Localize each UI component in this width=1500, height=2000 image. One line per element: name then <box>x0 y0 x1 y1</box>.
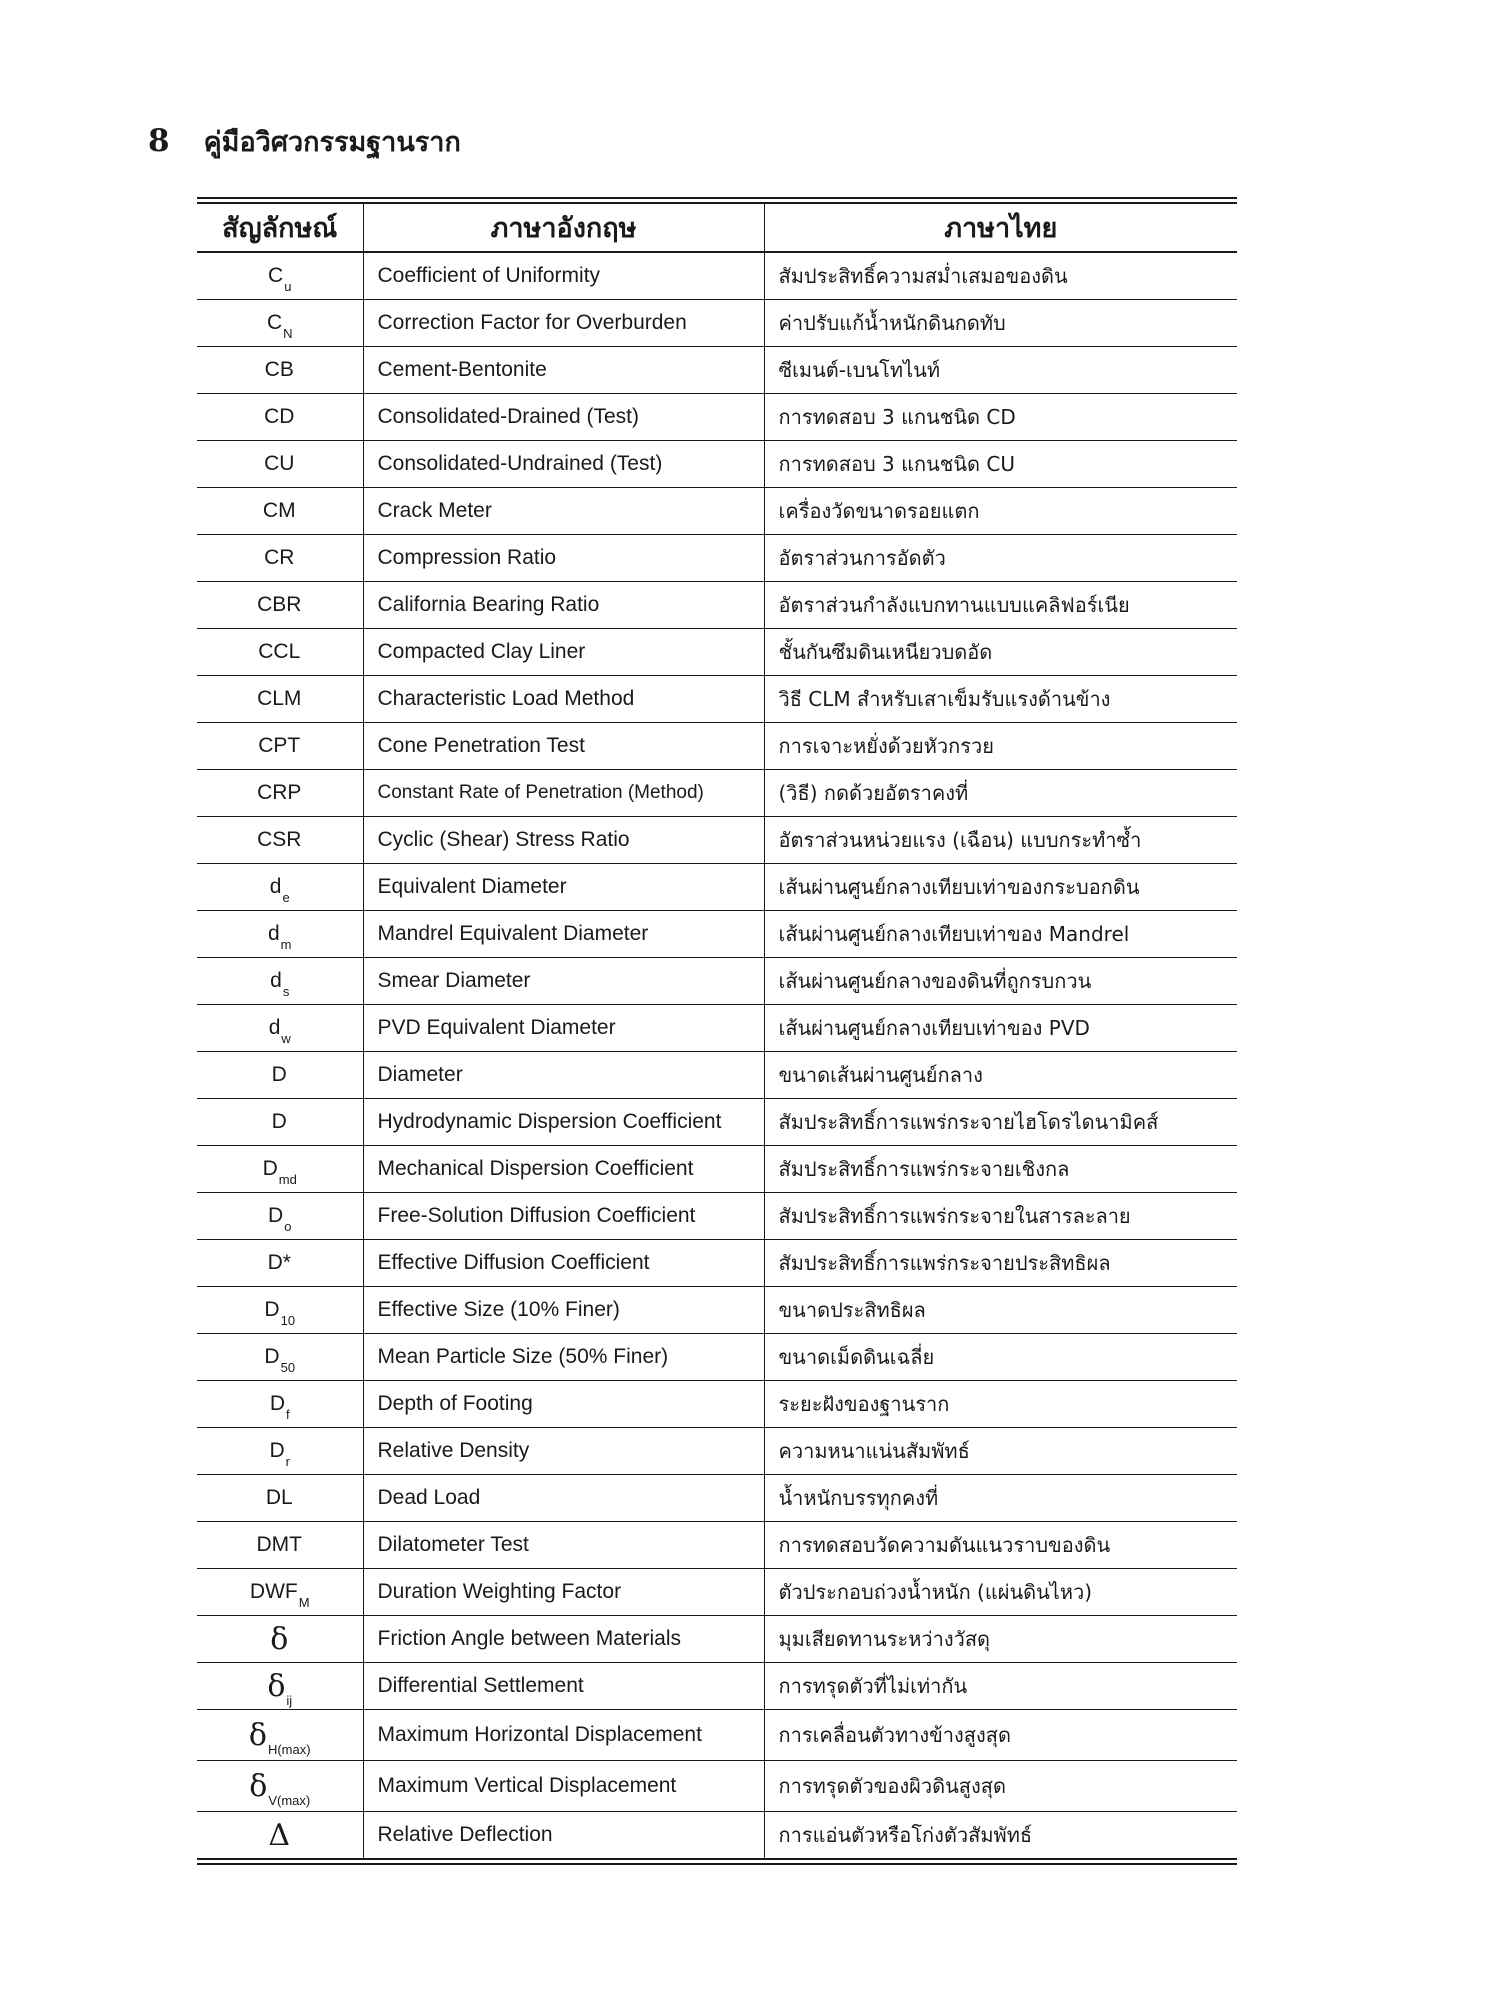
symbol-subscript: u <box>284 279 292 294</box>
english-term-cell: Cone Penetration Test <box>363 723 764 770</box>
thai-term-cell: น้ำหนักบรรทุกคงที่ <box>764 1475 1237 1522</box>
thai-term-cell: ขนาดเม็ดดินเฉลี่ย <box>764 1334 1237 1381</box>
english-term-cell: Hydrodynamic Dispersion Coefficient <box>363 1099 764 1146</box>
english-term-cell: Dilatometer Test <box>363 1522 764 1569</box>
table-row <box>197 1428 1237 1475</box>
symbol-cell <box>197 1569 363 1616</box>
english-term-cell: Effective Diffusion Coefficient <box>363 1240 764 1287</box>
thai-term-cell: การเคลื่อนตัวทางข้างสูงสุด <box>764 1710 1237 1761</box>
table-row <box>197 1616 1237 1663</box>
thai-term-cell: การเจาะหยั่งด้วยหัวกรวย <box>764 723 1237 770</box>
symbol-cell <box>197 252 363 300</box>
top-rule <box>197 197 1237 199</box>
symbol-text: CD <box>264 405 295 428</box>
english-term-cell: Cement-Bentonite <box>363 347 764 394</box>
bottom-rule <box>197 1858 1237 1860</box>
table-header-row <box>197 204 1237 252</box>
english-term-cell: Relative Density <box>363 1428 764 1475</box>
table-row <box>197 1710 1237 1761</box>
page-number: 8 <box>148 123 170 159</box>
thai-term-cell: ค่าปรับแก้น้ำหนักดินกดทับ <box>764 300 1237 347</box>
table-row <box>197 1522 1237 1569</box>
symbol-cell <box>197 1052 363 1099</box>
symbol-text: D <box>269 1439 285 1462</box>
table-row <box>197 1240 1237 1287</box>
symbol-cell <box>197 582 363 629</box>
symbol-text: CM <box>262 499 296 522</box>
page-header <box>148 120 461 163</box>
symbol-subscript: s <box>282 984 290 999</box>
english-term-cell: Effective Size (10% Finer) <box>363 1287 764 1334</box>
table-row <box>197 1287 1237 1334</box>
thai-term-cell: เส้นผ่านศูนย์กลางเทียบเท่าของ PVD <box>764 1005 1237 1052</box>
table-row <box>197 676 1237 723</box>
english-term-cell: Cyclic (Shear) Stress Ratio <box>363 817 764 864</box>
symbol-cell <box>197 1522 363 1569</box>
english-term-cell: Relative Deflection <box>363 1812 764 1859</box>
bottom-rule-double <box>197 1863 1237 1865</box>
english-term-cell: Correction Factor for Overburden <box>363 300 764 347</box>
symbol-text: δ <box>270 1621 289 1657</box>
symbol-text: δ <box>248 1717 267 1753</box>
table-row <box>197 1381 1237 1428</box>
symbol-text: d <box>268 1016 281 1039</box>
symbol-cell <box>197 1287 363 1334</box>
table-row <box>197 252 1237 300</box>
symbol-cell <box>197 1475 363 1522</box>
table-body <box>197 252 1237 1858</box>
english-term-cell: Crack Meter <box>363 488 764 535</box>
table-row <box>197 723 1237 770</box>
symbol-cell <box>197 1761 363 1812</box>
thai-term-cell: มุมเสียดทานระหว่างวัสดุ <box>764 1616 1237 1663</box>
thai-term-cell: ตัวประกอบถ่วงน้ำหนัก (แผ่นดินไหว) <box>764 1569 1237 1616</box>
thai-term-cell: สัมประสิทธิ์การแพร่กระจายไฮโดรไดนามิคส์ <box>764 1099 1237 1146</box>
symbol-text: CSR <box>257 828 302 851</box>
thai-term-cell: อัตราส่วนกำลังแบกทานแบบแคลิฟอร์เนีย <box>764 582 1237 629</box>
english-term-cell: Mandrel Equivalent Diameter <box>363 911 764 958</box>
english-term-cell: Characteristic Load Method <box>363 676 764 723</box>
table-row <box>197 958 1237 1005</box>
symbol-subscript: 50 <box>280 1360 296 1375</box>
thai-term-cell: ความหนาแน่นสัมพัทธ์ <box>764 1428 1237 1475</box>
symbol-text: DL <box>265 1486 293 1509</box>
symbol-subscript: md <box>278 1172 297 1187</box>
thai-term-cell: การทดสอบวัดความดันแนวราบของดิน <box>764 1522 1237 1569</box>
thai-term-cell: การทรุดตัวที่ไม่เท่ากัน <box>764 1663 1237 1710</box>
english-term-cell: Mechanical Dispersion Coefficient <box>363 1146 764 1193</box>
symbol-text: d <box>269 875 282 898</box>
table-row <box>197 347 1237 394</box>
symbol-cell <box>197 488 363 535</box>
thai-term-cell: สัมประสิทธิ์การแพร่กระจายประสิทธิผล <box>764 1240 1237 1287</box>
english-term-cell: Dead Load <box>363 1475 764 1522</box>
english-term-cell: Friction Angle between Materials <box>363 1616 764 1663</box>
table-row <box>197 629 1237 676</box>
symbol-cell <box>197 1099 363 1146</box>
symbol-subscript: e <box>282 890 290 905</box>
symbol-text: D* <box>267 1251 291 1274</box>
symbol-cell <box>197 958 363 1005</box>
symbol-subscript: H(max) <box>267 1741 311 1757</box>
symbol-text: D <box>271 1063 287 1086</box>
table-row <box>197 300 1237 347</box>
symbol-text: C <box>266 311 283 334</box>
thai-term-cell: การแอ่นตัวหรือโก่งตัวสัมพัทธ์ <box>764 1812 1237 1859</box>
thai-term-cell: วิธี CLM สำหรับเสาเข็มรับแรงด้านข้าง <box>764 676 1237 723</box>
symbol-cell <box>197 1710 363 1761</box>
english-term-cell: Diameter <box>363 1052 764 1099</box>
thai-term-cell: อัตราส่วนหน่วยแรง (เฉือน) แบบกระทำซ้ำ <box>764 817 1237 864</box>
table-row <box>197 1663 1237 1710</box>
english-term-cell: Equivalent Diameter <box>363 864 764 911</box>
symbol-text: C <box>268 264 284 287</box>
symbol-text: D <box>262 1157 278 1180</box>
thai-term-cell: ขนาดเส้นผ่านศูนย์กลาง <box>764 1052 1237 1099</box>
symbol-text: D <box>264 1345 280 1368</box>
thai-term-cell: การทรุดตัวของผิวดินสูงสุด <box>764 1761 1237 1812</box>
symbol-text: δ <box>249 1768 268 1804</box>
symbol-subscript: ij <box>286 1692 293 1708</box>
table-row <box>197 1475 1237 1522</box>
table-row <box>197 1005 1237 1052</box>
symbol-subscript: f <box>286 1407 290 1422</box>
table-row <box>197 864 1237 911</box>
symbol-cell <box>197 1663 363 1710</box>
symbol-cell <box>197 300 363 347</box>
symbol-cell <box>197 1428 363 1475</box>
table-row <box>197 770 1237 817</box>
thai-term-cell: เส้นผ่านศูนย์กลางเทียบเท่าของ Mandrel <box>764 911 1237 958</box>
symbol-text: d <box>270 969 282 992</box>
symbol-text: D <box>269 1392 286 1415</box>
thai-term-cell: สัมประสิทธิ์ความสม่ำเสมอของดิน <box>764 252 1237 300</box>
symbol-glossary-table <box>197 197 1237 1865</box>
symbol-text: D <box>271 1110 287 1133</box>
table-row <box>197 1193 1237 1240</box>
table-row <box>197 1812 1237 1859</box>
table-row <box>197 582 1237 629</box>
english-term-cell: Maximum Vertical Displacement <box>363 1761 764 1812</box>
english-term-cell: California Bearing Ratio <box>363 582 764 629</box>
table-row <box>197 535 1237 582</box>
symbol-text: D <box>268 1204 284 1227</box>
symbol-text: CBR <box>257 593 302 616</box>
symbol-subscript: 10 <box>280 1313 296 1328</box>
english-term-cell: Differential Settlement <box>363 1663 764 1710</box>
symbol-cell <box>197 1240 363 1287</box>
thai-term-cell: การทดสอบ 3 แกนชนิด CD <box>764 394 1237 441</box>
english-term-cell: Smear Diameter <box>363 958 764 1005</box>
symbol-cell <box>197 817 363 864</box>
symbol-cell <box>197 770 363 817</box>
english-term-cell: Consolidated-Undrained (Test) <box>363 441 764 488</box>
symbol-cell <box>197 1146 363 1193</box>
thai-term-cell: สัมประสิทธิ์การแพร่กระจายในสารละลาย <box>764 1193 1237 1240</box>
symbol-text: DMT <box>256 1533 302 1556</box>
symbol-subscript: o <box>284 1219 292 1234</box>
symbol-text: DWF <box>249 1580 298 1603</box>
symbol-cell <box>197 535 363 582</box>
symbol-text: CRP <box>257 781 302 804</box>
table-row <box>197 1052 1237 1099</box>
symbol-text: CB <box>264 358 294 381</box>
symbol-cell <box>197 347 363 394</box>
thai-term-cell: เส้นผ่านศูนย์กลางเทียบเท่าของกระบอกดิน <box>764 864 1237 911</box>
table-row <box>197 394 1237 441</box>
symbol-subscript: M <box>298 1595 310 1610</box>
symbol-cell <box>197 723 363 770</box>
english-term-cell: Mean Particle Size (50% Finer) <box>363 1334 764 1381</box>
symbol-cell <box>197 911 363 958</box>
column-header-english: ภาษาอังกฤษ <box>363 204 764 252</box>
column-header-thai: ภาษาไทย <box>764 204 1237 252</box>
symbol-text: Δ <box>268 1817 291 1853</box>
thai-term-cell: ซีเมนต์-เบนโทไนท์ <box>764 347 1237 394</box>
symbol-cell <box>197 1005 363 1052</box>
english-term-cell: Compression Ratio <box>363 535 764 582</box>
symbol-subscript: V(max) <box>268 1792 311 1808</box>
english-term-cell: Depth of Footing <box>363 1381 764 1428</box>
symbol-text: CU <box>264 452 295 475</box>
symbol-text: δ <box>267 1668 286 1704</box>
english-term-cell: Consolidated-Drained (Test) <box>363 394 764 441</box>
symbol-cell <box>197 1381 363 1428</box>
thai-term-cell: เส้นผ่านศูนย์กลางของดินที่ถูกรบกวน <box>764 958 1237 1005</box>
thai-term-cell: การทดสอบ 3 แกนชนิด CU <box>764 441 1237 488</box>
symbol-subscript: N <box>283 326 293 341</box>
table-row <box>197 441 1237 488</box>
symbol-subscript: w <box>281 1031 291 1046</box>
english-term-cell: Constant Rate of Penetration (Method) <box>363 770 764 817</box>
symbol-cell <box>197 1193 363 1240</box>
symbol-cell <box>197 1616 363 1663</box>
symbol-cell <box>197 864 363 911</box>
symbol-subscript: r <box>285 1454 290 1469</box>
book-title: คู่มือวิศวกรรมฐานราก <box>203 127 461 158</box>
table-row <box>197 911 1237 958</box>
symbol-text: d <box>267 922 280 945</box>
english-term-cell: Coefficient of Uniformity <box>363 252 764 300</box>
thai-term-cell: (วิธี) กดด้วยอัตราคงที่ <box>764 770 1237 817</box>
table-row <box>197 1146 1237 1193</box>
table-row <box>197 1761 1237 1812</box>
symbol-cell <box>197 394 363 441</box>
english-term-cell: Maximum Horizontal Displacement <box>363 1710 764 1761</box>
english-term-cell: Compacted Clay Liner <box>363 629 764 676</box>
thai-term-cell: ระยะฝังของฐานราก <box>764 1381 1237 1428</box>
table-row <box>197 488 1237 535</box>
table-row <box>197 1569 1237 1616</box>
table-row <box>197 1334 1237 1381</box>
thai-term-cell: ขนาดประสิทธิผล <box>764 1287 1237 1334</box>
thai-term-cell: สัมประสิทธิ์การแพร่กระจายเชิงกล <box>764 1146 1237 1193</box>
symbol-text: D <box>264 1298 280 1321</box>
thai-term-cell: อัตราส่วนการอัดตัว <box>764 535 1237 582</box>
symbol-cell <box>197 629 363 676</box>
symbol-cell <box>197 1812 363 1859</box>
thai-term-cell: เครื่องวัดขนาดรอยแตก <box>764 488 1237 535</box>
column-header-symbol: สัญลักษณ์ <box>197 204 363 252</box>
symbol-text: CPT <box>258 734 301 757</box>
symbol-text: CLM <box>257 687 302 710</box>
table-row <box>197 1099 1237 1146</box>
symbol-cell <box>197 1334 363 1381</box>
thai-term-cell: ชั้นกันซึมดินเหนียวบดอัด <box>764 629 1237 676</box>
english-term-cell: PVD Equivalent Diameter <box>363 1005 764 1052</box>
symbol-cell <box>197 676 363 723</box>
english-term-cell: Duration Weighting Factor <box>363 1569 764 1616</box>
table-row <box>197 817 1237 864</box>
symbol-cell <box>197 441 363 488</box>
symbol-text: CR <box>264 546 295 569</box>
symbol-text: CCL <box>258 640 301 663</box>
symbol-subscript: m <box>280 937 292 952</box>
english-term-cell: Free-Solution Diffusion Coefficient <box>363 1193 764 1240</box>
